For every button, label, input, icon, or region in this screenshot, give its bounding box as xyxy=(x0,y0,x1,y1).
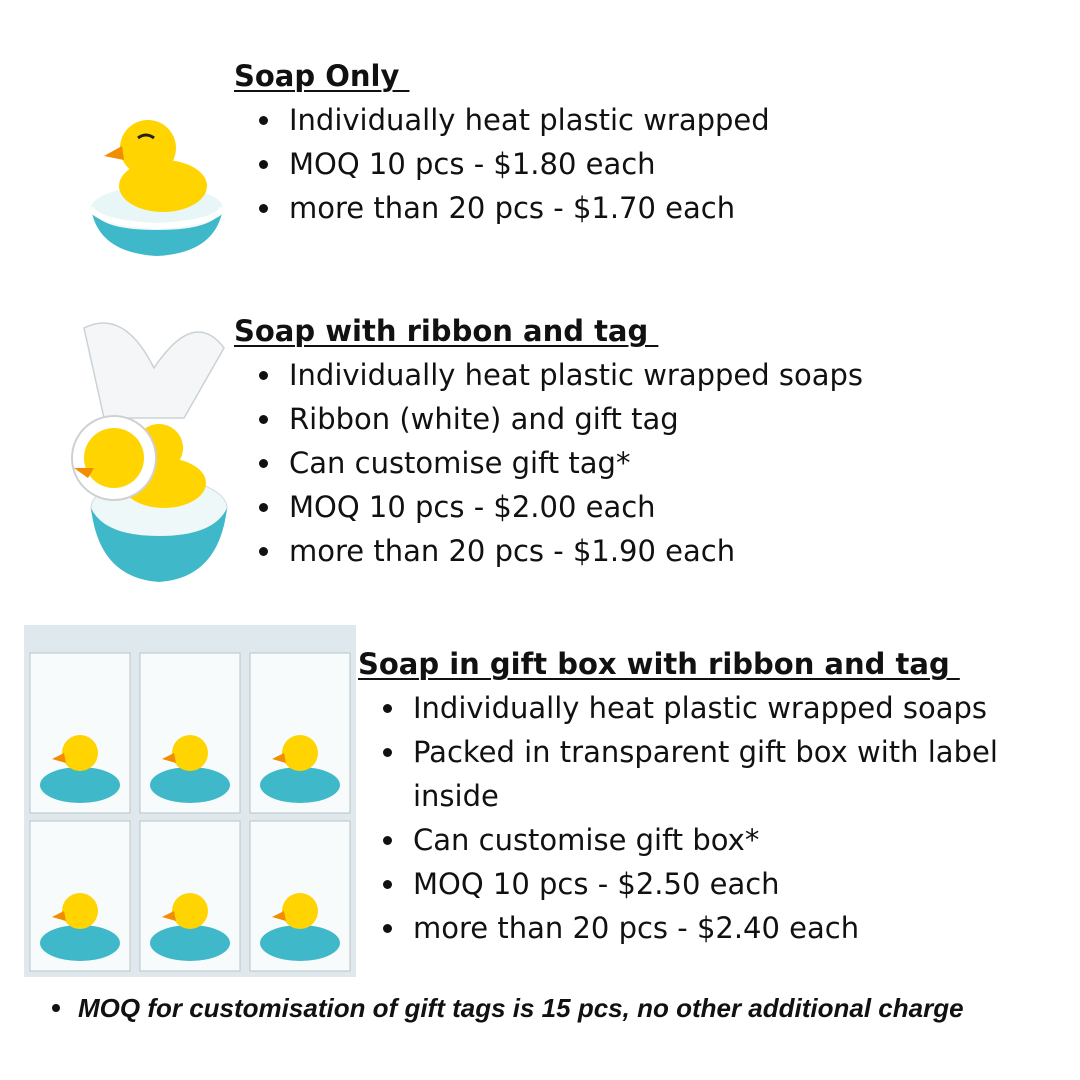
section-soap-gift-box xyxy=(358,646,1058,950)
bullet-list xyxy=(234,98,770,230)
footnote-customisation-moq: MOQ for customisation of gift tags is 15 pcs, no other additional charge xyxy=(78,988,1028,1028)
section-heading: Soap in gift box with ribbon and tag xyxy=(358,647,960,681)
gift-boxed-duck-soaps-image xyxy=(24,625,356,977)
section-heading: Soap with ribbon and tag xyxy=(234,314,659,348)
list-item: Can customise gift box* xyxy=(413,818,1053,862)
list-item: more than 20 pcs - $2.40 each xyxy=(413,906,1053,950)
bullet-list xyxy=(358,686,1058,950)
list-item: Individually heat plastic wrapped xyxy=(289,98,770,142)
list-item: Individually heat plastic wrapped soaps xyxy=(413,686,1053,730)
list-item: MOQ 10 pcs - $2.00 each xyxy=(289,485,863,529)
list-item: Individually heat plastic wrapped soaps xyxy=(289,353,863,397)
wrapped-duck-soap-with-tag-image xyxy=(64,308,230,590)
bullet-list xyxy=(234,353,863,573)
list-item: Can customise gift tag* xyxy=(289,441,863,485)
section-soap-only xyxy=(234,58,770,230)
list-item: more than 20 pcs - $1.90 each xyxy=(289,529,863,573)
list-item: Ribbon (white) and gift tag xyxy=(289,397,863,441)
list-item: MOQ 10 pcs - $2.50 each xyxy=(413,862,1053,906)
list-item: more than 20 pcs - $1.70 each xyxy=(289,186,770,230)
rubber-duck-soap-image xyxy=(88,108,226,260)
section-soap-ribbon-tag xyxy=(234,313,863,573)
list-item: MOQ 10 pcs - $1.80 each xyxy=(289,142,770,186)
section-heading: Soap Only xyxy=(234,59,410,93)
list-item: Packed in transparent gift box with label inside xyxy=(413,730,1053,818)
